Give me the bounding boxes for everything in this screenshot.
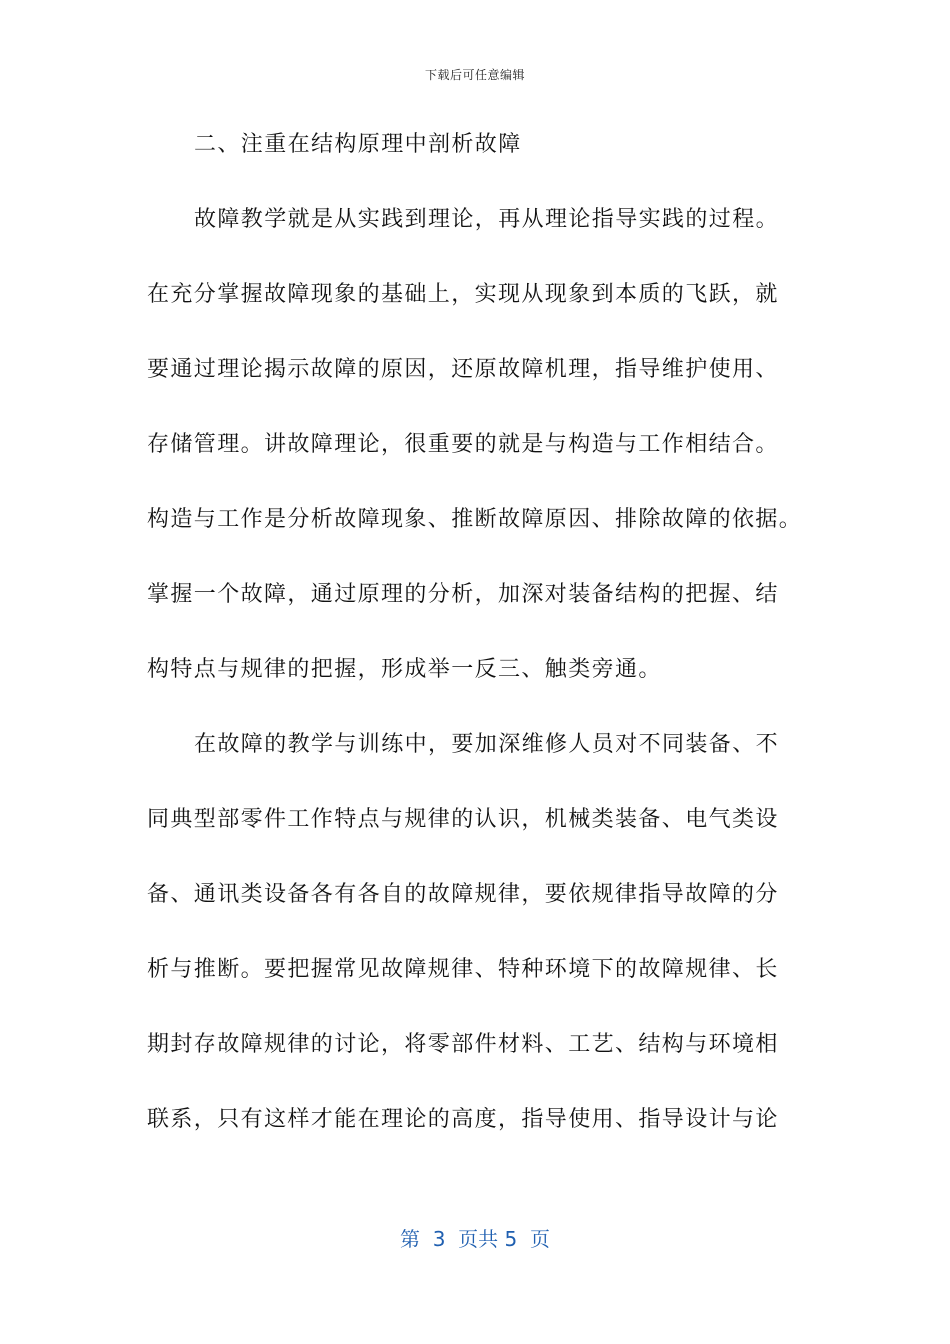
paragraph-line: 故障教学就是从实践到理论，再从理论指导实践的过程。 <box>194 207 780 232</box>
header-note: 下载后可任意编辑 <box>424 68 525 82</box>
paragraph-line: 备、通讯类设备各有各自的故障规律，要依规律指导故障的分 <box>147 882 779 907</box>
page-number-footer: 第 3 页共 5 页 <box>400 1227 550 1251</box>
paragraph-line: 期封存故障规律的讨论，将零部件材料、工艺、结构与环境相 <box>147 1032 779 1057</box>
paragraph-line: 要通过理论揭示故障的原因，还原故障机理，指导维护使用、 <box>147 357 779 382</box>
paragraph-line: 在充分掌握故障现象的基础上，实现从现象到本质的飞跃，就 <box>147 282 779 307</box>
paragraph-line: 同典型部零件工作特点与规律的认识，机械类装备、电气类设 <box>147 807 779 832</box>
paragraph-line: 存储管理。讲故障理论，很重要的就是与构造与工作相结合。 <box>147 432 779 457</box>
paragraph-line: 构造与工作是分析故障现象、推断故障原因、排除故障的依据。 <box>147 507 803 532</box>
paragraph-line: 析与推断。要把握常见故障规律、特种环境下的故障规律、长 <box>147 957 779 982</box>
paragraph-line: 联系，只有这样才能在理论的高度，指导使用、指导设计与论 <box>147 1107 779 1132</box>
paragraph-line: 掌握一个故障，通过原理的分析，加深对装备结构的把握、结 <box>147 582 779 607</box>
section-heading: 二、注重在结构原理中剖析故障 <box>194 132 522 157</box>
paragraph-line: 构特点与规律的把握，形成举一反三、触类旁通。 <box>147 657 662 682</box>
paragraph-line: 在故障的教学与训练中，要加深维修人员对不同装备、不 <box>194 732 780 757</box>
